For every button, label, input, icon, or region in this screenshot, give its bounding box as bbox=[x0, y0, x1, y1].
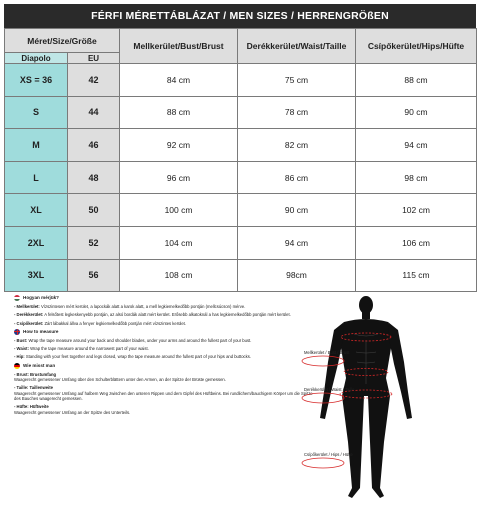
hu-bust-paragraph bbox=[14, 304, 314, 309]
eu-cell: 46 bbox=[68, 129, 120, 162]
hips-cell: 102 cm bbox=[356, 194, 477, 227]
hu-hips-text: Zárt lábakkal állva a fenyer legkiemelkedőbb pontján mért vízszintes kerület. bbox=[44, 320, 187, 326]
eu-cell: 56 bbox=[68, 259, 120, 292]
hips-figure-label: Csípőkerület / Hips / Hüfte bbox=[304, 452, 353, 457]
de-bust-paragraph bbox=[14, 372, 314, 383]
en-bust-text: Wrap the tape measure around your back and shoulder blades, under your arms and around the fullest part of your bust. bbox=[28, 337, 252, 343]
hips-cell: 90 cm bbox=[356, 96, 477, 129]
brand-header: Diapolo bbox=[5, 53, 68, 64]
eu-cell: 42 bbox=[68, 64, 120, 97]
bust-header: Mellkerület/Bust/Brust bbox=[120, 29, 238, 64]
de-waist-paragraph bbox=[14, 385, 314, 401]
measurement-figure bbox=[300, 292, 476, 506]
en-bust-label: - Bust: bbox=[14, 337, 28, 343]
eu-cell: 50 bbox=[68, 194, 120, 227]
bust-cell: 104 cm bbox=[120, 226, 238, 259]
table-row bbox=[5, 96, 477, 129]
eu-cell: 48 bbox=[68, 161, 120, 194]
waist-cell: 75 cm bbox=[238, 64, 356, 97]
waist-figure-label: Derékkerület / Waist / Taille bbox=[304, 387, 355, 392]
body-silhouette bbox=[300, 292, 476, 506]
bust-cell: 88 cm bbox=[120, 96, 238, 129]
germany-flag-icon bbox=[14, 363, 20, 369]
waist-cell: 86 cm bbox=[238, 161, 356, 194]
de-waist-text: Waagerecht gemessener Umfang auf halbem Weg zwischen den unteren Rippen und dem Gipfel des Hüftbeins. Bei rundlichem/bauchigem Körper um die Spitze des Bauches waagerecht gemessen. bbox=[14, 390, 313, 401]
hips-header: Csípőkerület/Hips/Hüfte bbox=[356, 29, 477, 64]
table-row bbox=[5, 64, 477, 97]
bust-cell: 84 cm bbox=[120, 64, 238, 97]
size-cell: S bbox=[5, 96, 68, 129]
bust-cell: 96 cm bbox=[120, 161, 238, 194]
waist-cell: 78 cm bbox=[238, 96, 356, 129]
bust-figure-label: Mellkerület / Bust / Brust bbox=[304, 350, 350, 355]
en-waist-label: - Waist: bbox=[14, 346, 29, 352]
hu-waist-text: A felsőtest legkeskenyebb pontján, az alsó bordák alatt mért kerület. Erősebb alkatoknál a has legkiemelkedőbb pontján mért kerület. bbox=[44, 312, 291, 318]
waist-cell: 90 cm bbox=[238, 194, 356, 227]
hu-hips-label: - Csípőkerület: bbox=[14, 320, 44, 326]
en-bust-paragraph bbox=[14, 338, 314, 343]
waist-cell: 82 cm bbox=[238, 129, 356, 162]
hu-bust-text: Vízszintesen mért kerület, a lapockák alatt a karok alatt, a mell legkiemelkedőbb pontján (mellcsúcson) mérve. bbox=[41, 304, 246, 309]
hips-cell: 94 cm bbox=[356, 129, 477, 162]
hips-cell: 115 cm bbox=[356, 259, 477, 292]
hu-waist-paragraph bbox=[14, 312, 314, 317]
de-hips-label: - Hüfte: Hüftweite bbox=[14, 404, 49, 410]
hips-cell: 88 cm bbox=[356, 64, 477, 97]
size-cell: L bbox=[5, 161, 68, 194]
waist-cell: 98cm bbox=[238, 259, 356, 292]
table-row bbox=[5, 161, 477, 194]
de-bust-text: Waagerecht gemessener Umfang über den Schulterblättern unter den Armen, an der Spitze der Brüste gemessen. bbox=[14, 377, 226, 383]
hu-heading-text: Hogyan mérjük? bbox=[23, 295, 59, 301]
de-hips-text: Waagerecht gemessener Umfang an der Spitze des Unterteils. bbox=[14, 409, 131, 415]
table-row bbox=[5, 194, 477, 227]
bust-cell: 100 cm bbox=[120, 194, 238, 227]
en-waist-paragraph bbox=[14, 346, 314, 351]
hips-cell: 106 cm bbox=[356, 226, 477, 259]
waist-header: Derékkerület/Waist/Taille bbox=[238, 29, 356, 64]
table-row bbox=[5, 226, 477, 259]
eu-cell: 52 bbox=[68, 226, 120, 259]
chart-title: FÉRFI MÉRETTÁBLÁZAT / MEN SIZES / HERRENGRÖßEN bbox=[4, 4, 476, 28]
en-hips-label: - Hip: bbox=[14, 354, 25, 360]
en-section-heading bbox=[14, 329, 314, 335]
size-cell: M bbox=[5, 129, 68, 162]
hu-section-heading bbox=[14, 295, 314, 301]
size-table bbox=[4, 28, 477, 292]
eu-cell: 44 bbox=[68, 96, 120, 129]
size-cell: 3XL bbox=[5, 259, 68, 292]
table-row bbox=[5, 259, 477, 292]
uk-flag-icon bbox=[14, 329, 20, 335]
bust-cell: 108 cm bbox=[120, 259, 238, 292]
size-cell: 2XL bbox=[5, 226, 68, 259]
eu-header: EU bbox=[68, 53, 120, 64]
en-waist-text: Wrap the tape measure around the narrowest part of your waist. bbox=[30, 346, 149, 352]
hips-tape-icon bbox=[302, 458, 344, 468]
size-header: Méret/Size/Größe bbox=[5, 29, 120, 53]
de-hips-paragraph bbox=[14, 404, 314, 415]
hungary-flag-icon bbox=[14, 295, 20, 301]
de-heading-text: Wie misst man bbox=[23, 363, 56, 369]
en-hips-text: Standing with your feet together and legs closed, wrap the tape measure around the fullest part of your hips and buttocks. bbox=[25, 354, 251, 360]
en-hips-paragraph bbox=[14, 354, 314, 359]
hips-cell: 98 cm bbox=[356, 161, 477, 194]
size-cell: XL bbox=[5, 194, 68, 227]
measuring-guide bbox=[14, 294, 314, 506]
hu-waist-label: - Derékkerület: bbox=[14, 312, 44, 318]
de-waist-label: - Taille: Taillenweite bbox=[14, 385, 53, 391]
size-cell: XS = 36 bbox=[5, 64, 68, 97]
de-bust-label: - Brust: Brustumfang bbox=[14, 371, 57, 377]
table-row bbox=[5, 129, 477, 162]
en-heading-text: How to measure bbox=[23, 329, 59, 335]
waist-cell: 94 cm bbox=[238, 226, 356, 259]
hu-bust-label: - Mellkerület: bbox=[14, 304, 40, 309]
bust-cell: 92 cm bbox=[120, 129, 238, 162]
de-section-heading bbox=[14, 363, 314, 369]
hu-hips-paragraph bbox=[14, 321, 314, 326]
